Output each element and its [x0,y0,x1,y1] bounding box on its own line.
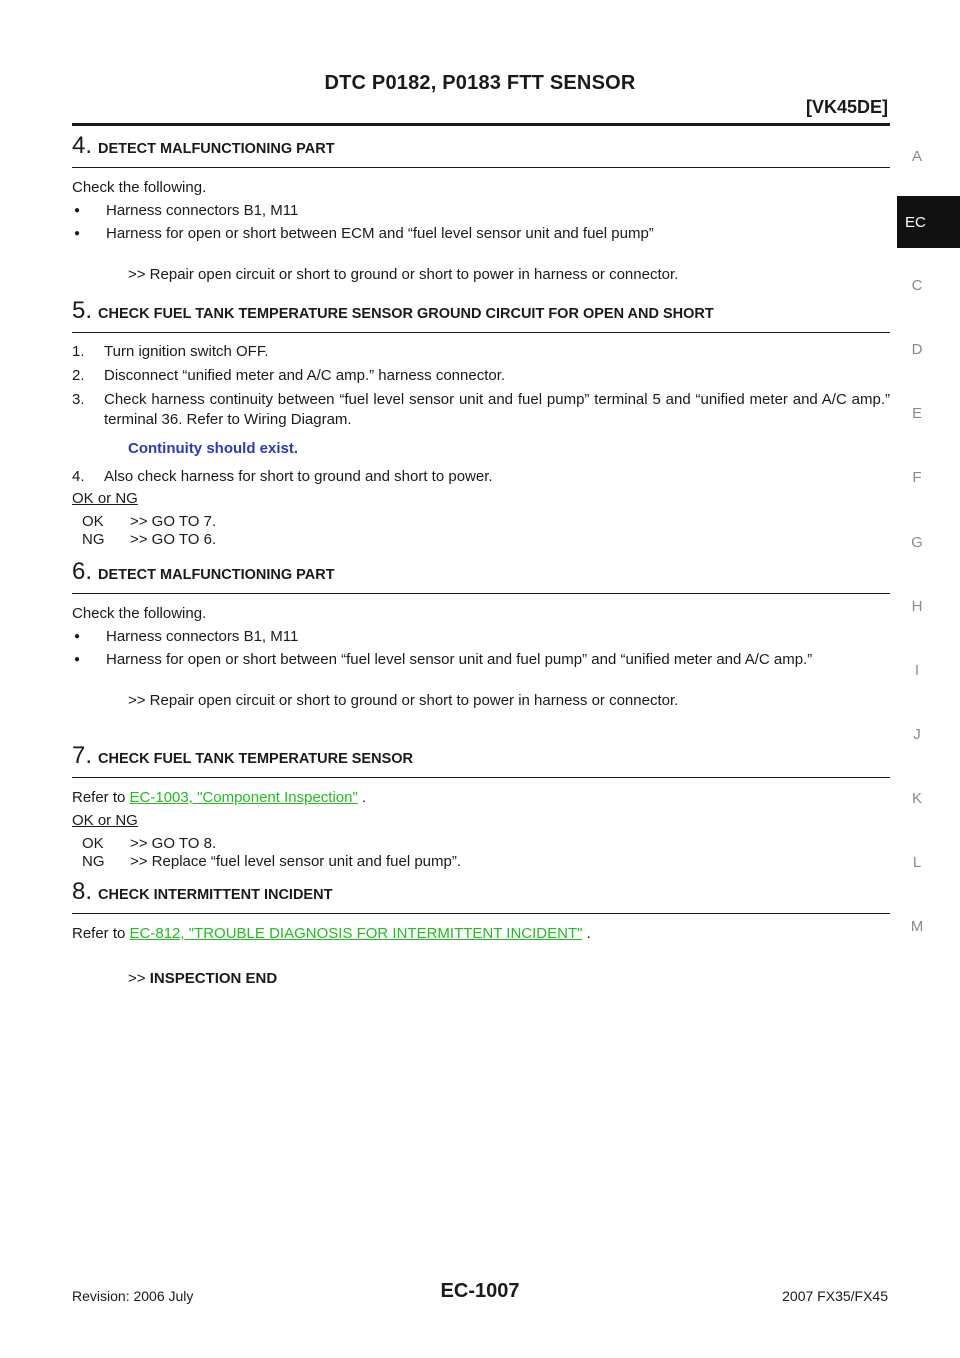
section-tab-h[interactable]: H [911,598,923,615]
section-index [897,0,960,1358]
bullet-icon: ● [74,228,81,239]
step-number: 5. [72,297,93,324]
ok-ng-heading: OK or NG [72,812,138,829]
page-title: DTC P0182, P0183 FTT SENSOR [324,72,636,94]
step-divider [72,913,890,914]
bullet-icon: ● [74,205,81,216]
step-intro: Check the following. [72,605,207,622]
engine-code: [VK45DE] [805,97,888,117]
component-inspection-link[interactable]: EC-1003, "Component Inspection" [129,789,358,806]
step-number: 6. [72,558,93,585]
step-6 [72,558,890,709]
step-5 [72,297,890,549]
section-tab-i[interactable]: I [914,662,920,679]
section-tab-ec-active[interactable]: EC [897,196,960,248]
model-name: 2007 FX35/FX45 [782,1288,888,1304]
revision-date: Revision: 2006 July [72,1288,194,1304]
step-number: 7. [72,742,93,769]
section-tab-k[interactable]: K [911,790,922,807]
step-divider [72,593,890,594]
step-divider [72,167,890,168]
step-8 [72,878,890,987]
spec-text: Continuity should exist. [128,440,299,457]
section-tab-a[interactable]: A [911,148,922,165]
section-tab-l[interactable]: L [912,854,922,871]
section-tab-c[interactable]: C [911,277,923,294]
bullet-icon: ● [74,631,81,642]
ng-row: NG >> GO TO 6. [82,531,217,548]
list-item: ● Harness for open or short between “fuel level sensor unit and fuel pump” and “unified meter and A/C amp.” [74,651,813,668]
header-divider [72,123,890,126]
step-divider [72,777,890,778]
list-item: 2. Disconnect “unified meter and A/C amp.” harness connector. [72,367,506,384]
step-number: 4. [72,132,93,159]
step-8-heading [72,878,890,906]
list-item: ● Harness connectors B1, M11 [74,628,299,645]
step-7 [72,742,890,871]
step-intro: Check the following. [72,179,207,196]
ng-row: NG >> Replace “fuel level sensor unit and fuel pump”. [82,853,462,870]
step-result: >> Repair open circuit or short to ground or short to power in harness or connector. [128,266,679,283]
section-tab-f[interactable]: F [912,469,922,486]
step-4 [72,132,890,283]
step-title: DETECT MALFUNCTIONING PART [98,141,335,157]
step-6-heading [72,558,890,586]
bullet-icon: ● [74,654,81,665]
intermittent-incident-link[interactable]: EC-812, "TROUBLE DIAGNOSIS FOR INTERMITTENT INCIDENT" [129,925,583,942]
step-title: CHECK INTERMITTENT INCIDENT [98,887,333,903]
refer-line: Refer to EC-812, "TROUBLE DIAGNOSIS FOR INTERMITTENT INCIDENT" . [72,925,591,942]
ok-row: OK >> GO TO 7. [82,513,217,530]
ok-row: OK >> GO TO 8. [82,835,217,852]
list-item: 3. Check harness continuity between “fuel level sensor unit and fuel pump” terminal 5 and “unified meter and A/C amp.” terminal 36. Refer to Wiring Diagram. [72,391,890,428]
list-item: 1. Turn ignition switch OFF. [72,343,269,360]
step-number: 8. [72,878,93,905]
section-tab-d[interactable]: D [911,341,923,358]
section-tab-g[interactable]: G [911,534,923,551]
step-7-heading [72,742,890,770]
page-number: EC-1007 [440,1280,520,1302]
list-item: ● Harness connectors B1, M11 [74,202,299,219]
inspection-end: >> INSPECTION END [128,970,278,987]
step-divider [72,332,890,333]
step-title: DETECT MALFUNCTIONING PART [98,567,335,583]
step-5-heading [72,297,890,325]
ok-ng-heading: OK or NG [72,490,138,507]
step-4-heading [72,132,890,160]
step-title: CHECK FUEL TANK TEMPERATURE SENSOR [98,751,414,767]
step-result: >> Repair open circuit or short to ground or short to power in harness or connector. [128,692,679,709]
section-tab-m[interactable]: M [910,918,924,935]
step-title: CHECK FUEL TANK TEMPERATURE SENSOR GROUND CIRCUIT FOR OPEN AND SHORT [98,306,714,322]
section-tab-j[interactable]: J [913,726,921,743]
list-item: 4. Also check harness for short to ground and short to power. [72,468,493,485]
section-tab-e[interactable]: E [911,405,922,422]
refer-line: Refer to EC-1003, "Component Inspection" . [72,789,367,806]
list-item: ● Harness for open or short between ECM and “fuel level sensor unit and fuel pump” [74,225,654,242]
